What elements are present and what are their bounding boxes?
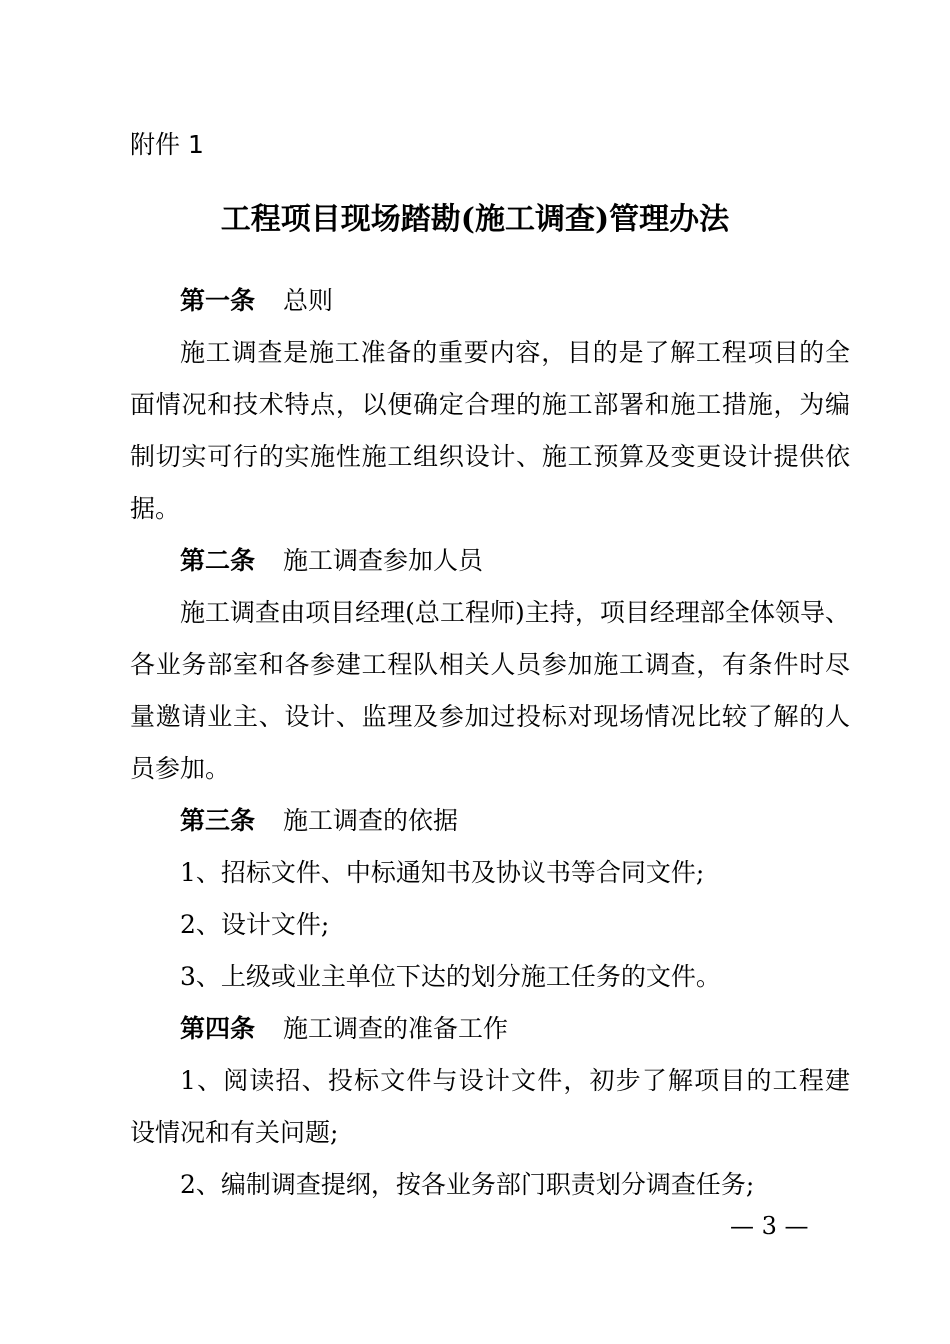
article-subject: 施工调查的依据: [283, 806, 459, 835]
article-number: 第三条: [180, 806, 256, 835]
article-heading: [180, 283, 333, 319]
paragraph-line: 施工调查由项目经理(总工程师)主持，项目经理部全体领导、: [180, 598, 850, 627]
article-number: 第二条: [180, 546, 256, 575]
paragraph-line: 据。: [130, 494, 181, 523]
list-item: 2、编制调查提纲，按各业务部门职责划分调查任务;: [180, 1170, 755, 1199]
document-title: 工程项目现场踏勘(施工调查)管理办法: [220, 202, 730, 237]
article-heading: [180, 543, 483, 579]
paragraph-line: 面情况和技术特点，以便确定合理的施工部署和施工措施，为编: [130, 390, 850, 419]
list-item: 1、阅读招、投标文件与设计文件，初步了解项目的工程建: [180, 1066, 850, 1095]
list-item-continuation: 设情况和有关问题;: [130, 1118, 339, 1147]
article-subject: 总则: [283, 286, 334, 315]
article-number: 第一条: [180, 286, 256, 315]
paragraph-line: 量邀请业主、设计、监理及参加过投标对现场情况比较了解的人: [130, 702, 850, 731]
list-item: 1、招标文件、中标通知书及协议书等合同文件;: [180, 858, 705, 887]
article-heading: [180, 803, 458, 839]
paragraph-line: 各业务部室和各参建工程队相关人员参加施工调查，有条件时尽: [130, 650, 850, 679]
article-heading: [180, 1011, 508, 1047]
attachment-label: 附件 1: [130, 130, 204, 159]
paragraph-line: 制切实可行的实施性施工组织设计、施工预算及变更设计提供依: [130, 442, 850, 471]
paragraph-line: 员参加。: [130, 754, 231, 783]
paragraph-line: 施工调查是施工准备的重要内容，目的是了解工程项目的全: [180, 338, 850, 367]
list-item: 2、设计文件;: [180, 910, 330, 939]
page-number: — 3 —: [730, 1212, 809, 1240]
article-subject: 施工调查参加人员: [283, 546, 484, 575]
list-item: 3、上级或业主单位下达的划分施工任务的文件。: [180, 962, 721, 991]
article-subject: 施工调查的准备工作: [283, 1014, 509, 1043]
article-number: 第四条: [180, 1014, 256, 1043]
